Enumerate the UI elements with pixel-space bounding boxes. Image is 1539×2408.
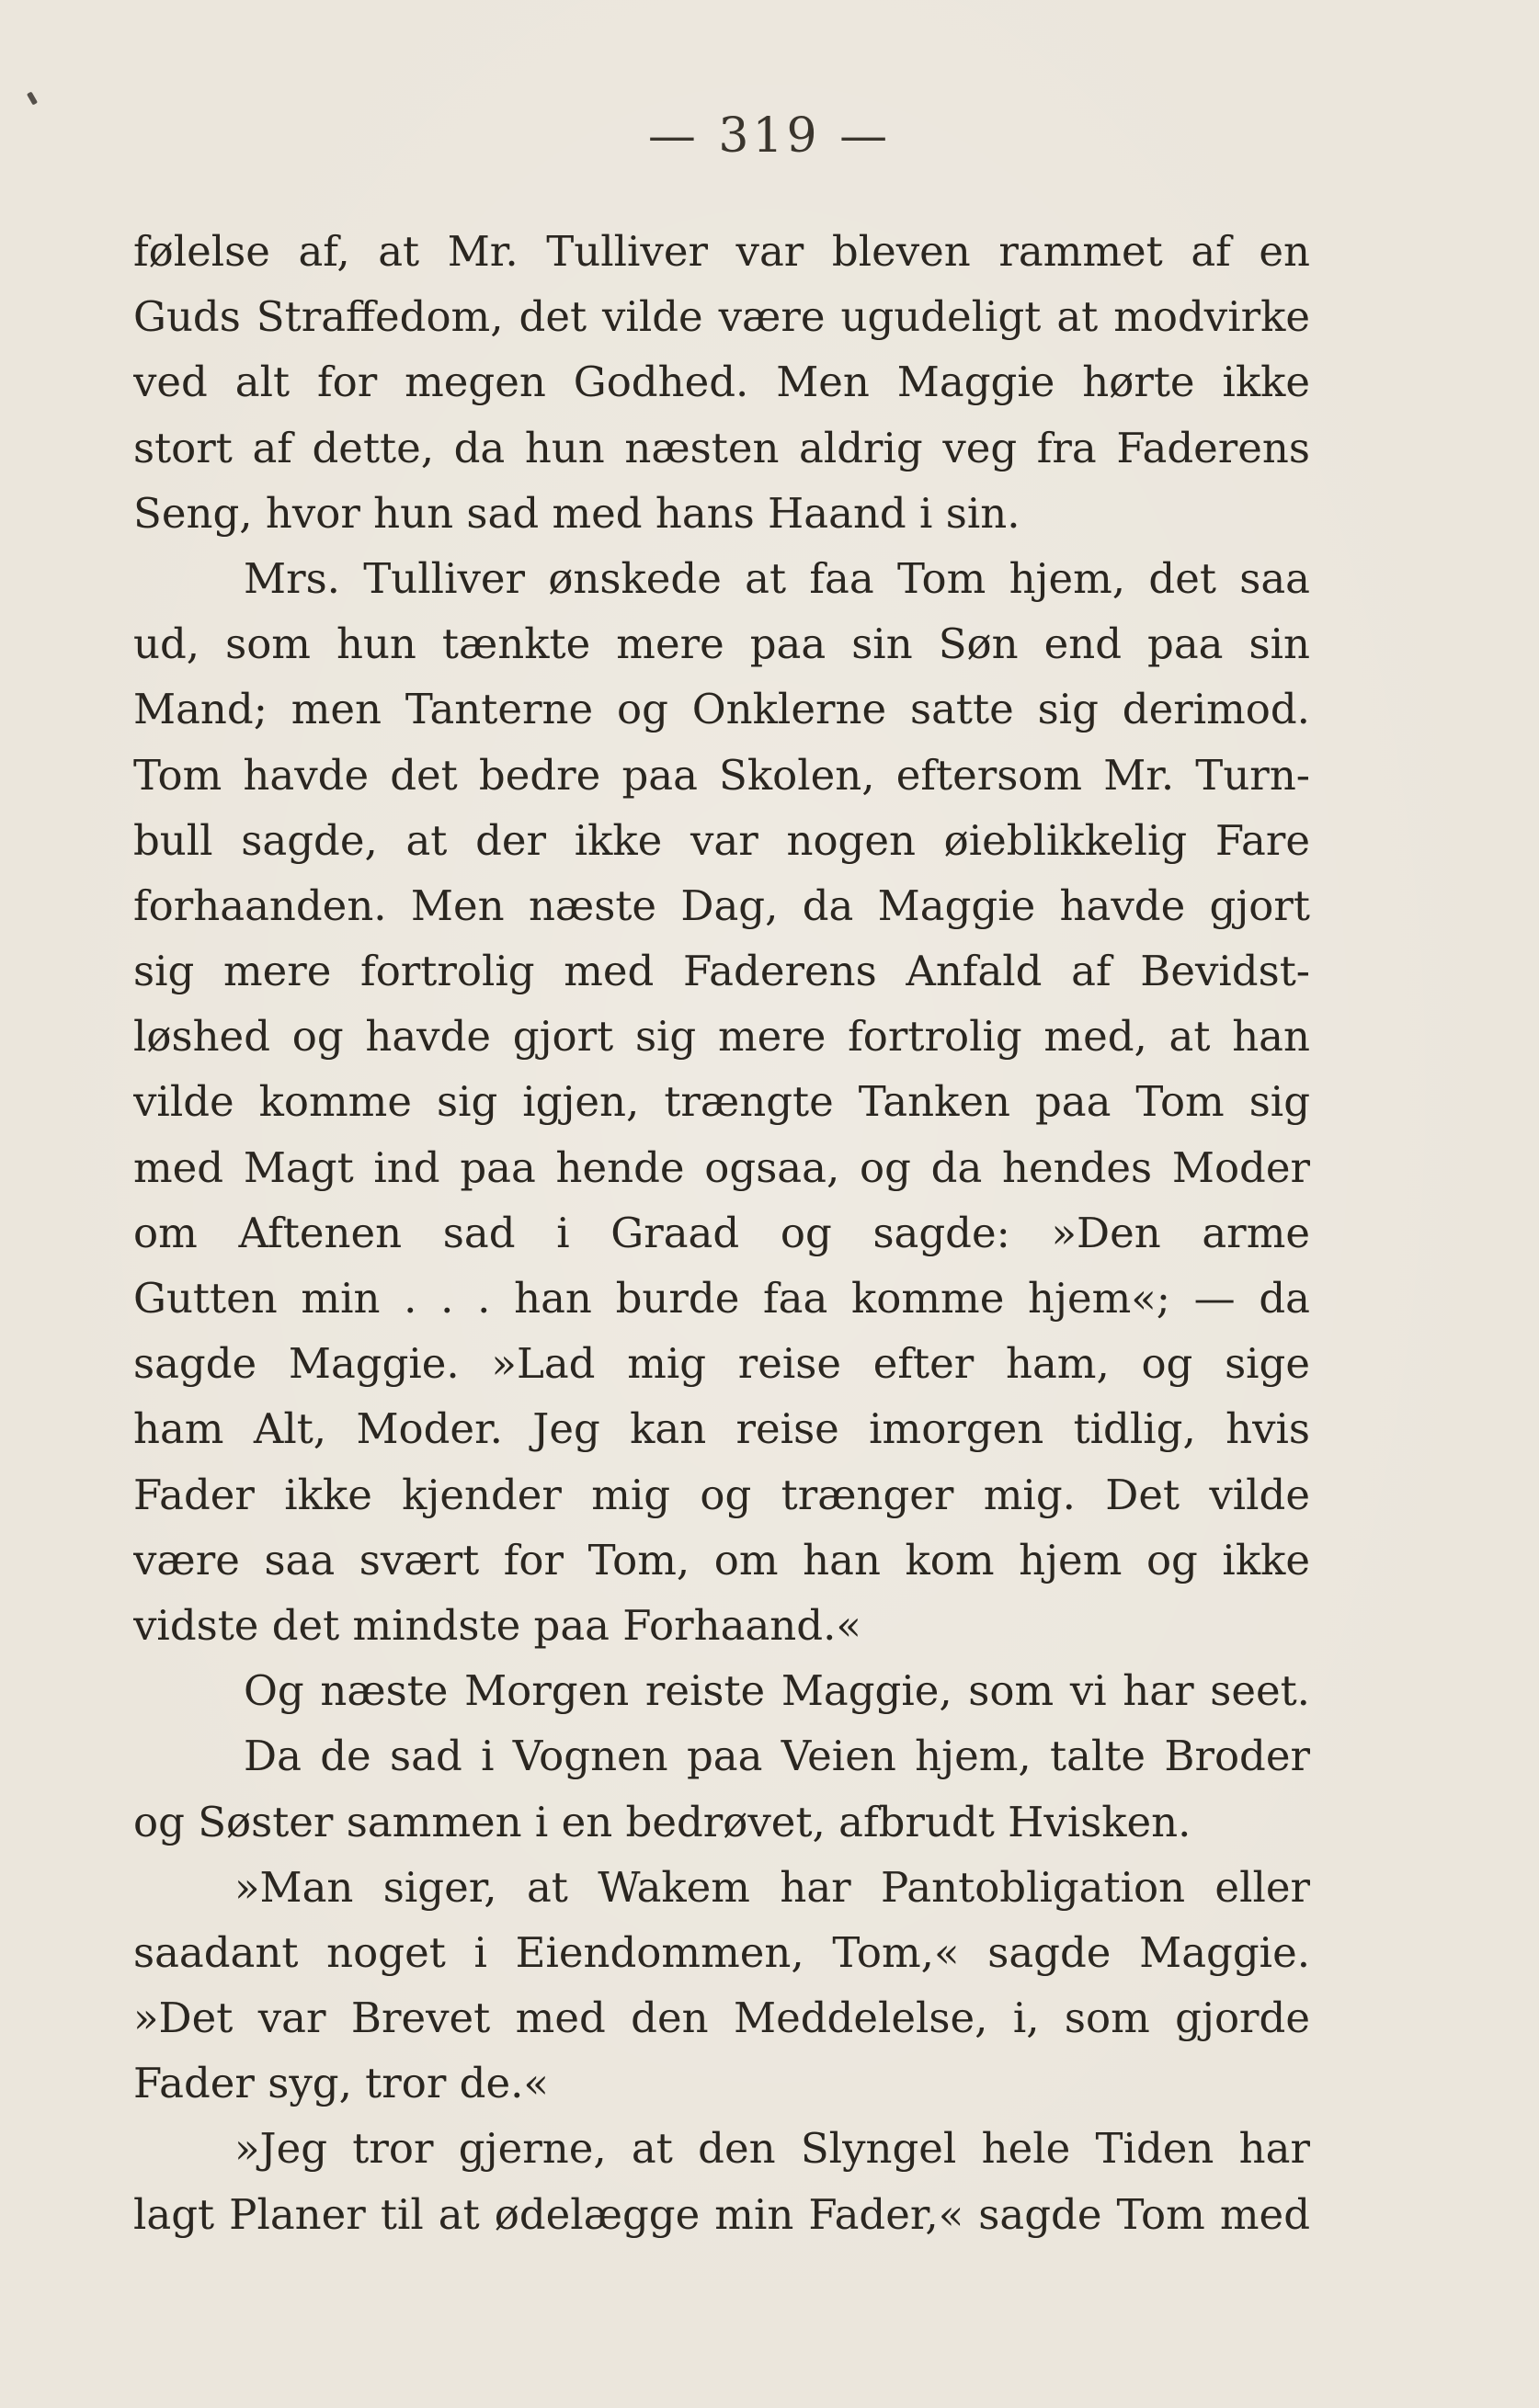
text-line: vidste det mindste paa Forhaand.« [133, 1600, 861, 1650]
text-line: forhaanden. Men næste Dag, da Maggie havde gjort [133, 880, 1310, 930]
text-line: »Man siger, at Wakem har Pantobligation eller [234, 1862, 1310, 1912]
text-line: om Aftenen sad i Graad og sagde: »Den arme [133, 1208, 1310, 1257]
text-line: ved alt for megen Godhed. Men Maggie hørte ikke [133, 358, 1310, 407]
text-line: ud, som hun tænkte mere paa sin Søn end paa sin [133, 619, 1310, 669]
text-line: sig mere fortrolig med Faderens Anfald af Bevidst- [133, 947, 1310, 996]
text-line: saadant noget i Eiendommen, Tom,« sagde Maggie. [133, 1927, 1310, 1977]
text-line: Mand; men Tanterne og Onklerne satte sig derimod. [133, 685, 1310, 734]
text-line: vilde komme sig igjen, trængte Tanken paa Tom sig [133, 1077, 1310, 1127]
text-line: sagde Maggie. »Lad mig reise efter ham, og sige [133, 1339, 1310, 1389]
text-line: Guds Straffedom, det vilde være ugudeligt at modvirke [133, 292, 1310, 342]
text-line: Seng, hvor hun sad med hans Haand i sin. [133, 488, 1020, 538]
text-line: »Det var Brevet med den Meddelelse, i, som gjorde [133, 1993, 1310, 2043]
text-line: ham Alt, Moder. Jeg kan reise imorgen tidlig, hvis [133, 1404, 1310, 1454]
text-line: lagt Planer til at ødelægge min Fader,« sagde Tom med [133, 2189, 1310, 2239]
print-speck [27, 91, 38, 105]
text-line: med Magt ind paa hende ogsaa, og da hendes Moder [133, 1142, 1310, 1192]
text-line: og Søster sammen i en bedrøvet, afbrudt Hvisken. [133, 1797, 1191, 1846]
text-line: følelse af, at Mr. Tulliver var bleven rammet af en [133, 227, 1310, 276]
text-line: Da de sad i Vognen paa Veien hjem, talte Broder [244, 1732, 1310, 1781]
page-number: — 319 — [647, 108, 892, 164]
text-line: Fader ikke kjender mig og trænger mig. Det vilde [133, 1470, 1310, 1519]
text-line: »Jeg tror gjerne, at den Slyngel hele Tiden har [234, 2124, 1310, 2174]
text-line: stort af dette, da hun næsten aldrig veg fra Faderens [133, 423, 1310, 472]
text-line: Og næste Morgen reiste Maggie, som vi har seet. [244, 1666, 1310, 1716]
text-line: være saa svært for Tom, om han kom hjem og ikke [133, 1535, 1310, 1585]
text-line: Mrs. Tulliver ønskede at faa Tom hjem, det saa [244, 553, 1310, 603]
text-line: bull sagde, at der ikke var nogen øieblikkelig Fare [133, 815, 1310, 865]
text-line: Fader syg, tror de.« [133, 2059, 549, 2108]
text-line: løshed og havde gjort sig mere fortrolig med, at han [133, 1012, 1310, 1062]
text-line: Tom havde det bedre paa Skolen, eftersom Mr. Turn- [133, 750, 1310, 800]
text-line: Gutten min . . . han burde faa komme hjem«; — da [133, 1274, 1310, 1323]
body-text [133, 219, 1310, 2247]
